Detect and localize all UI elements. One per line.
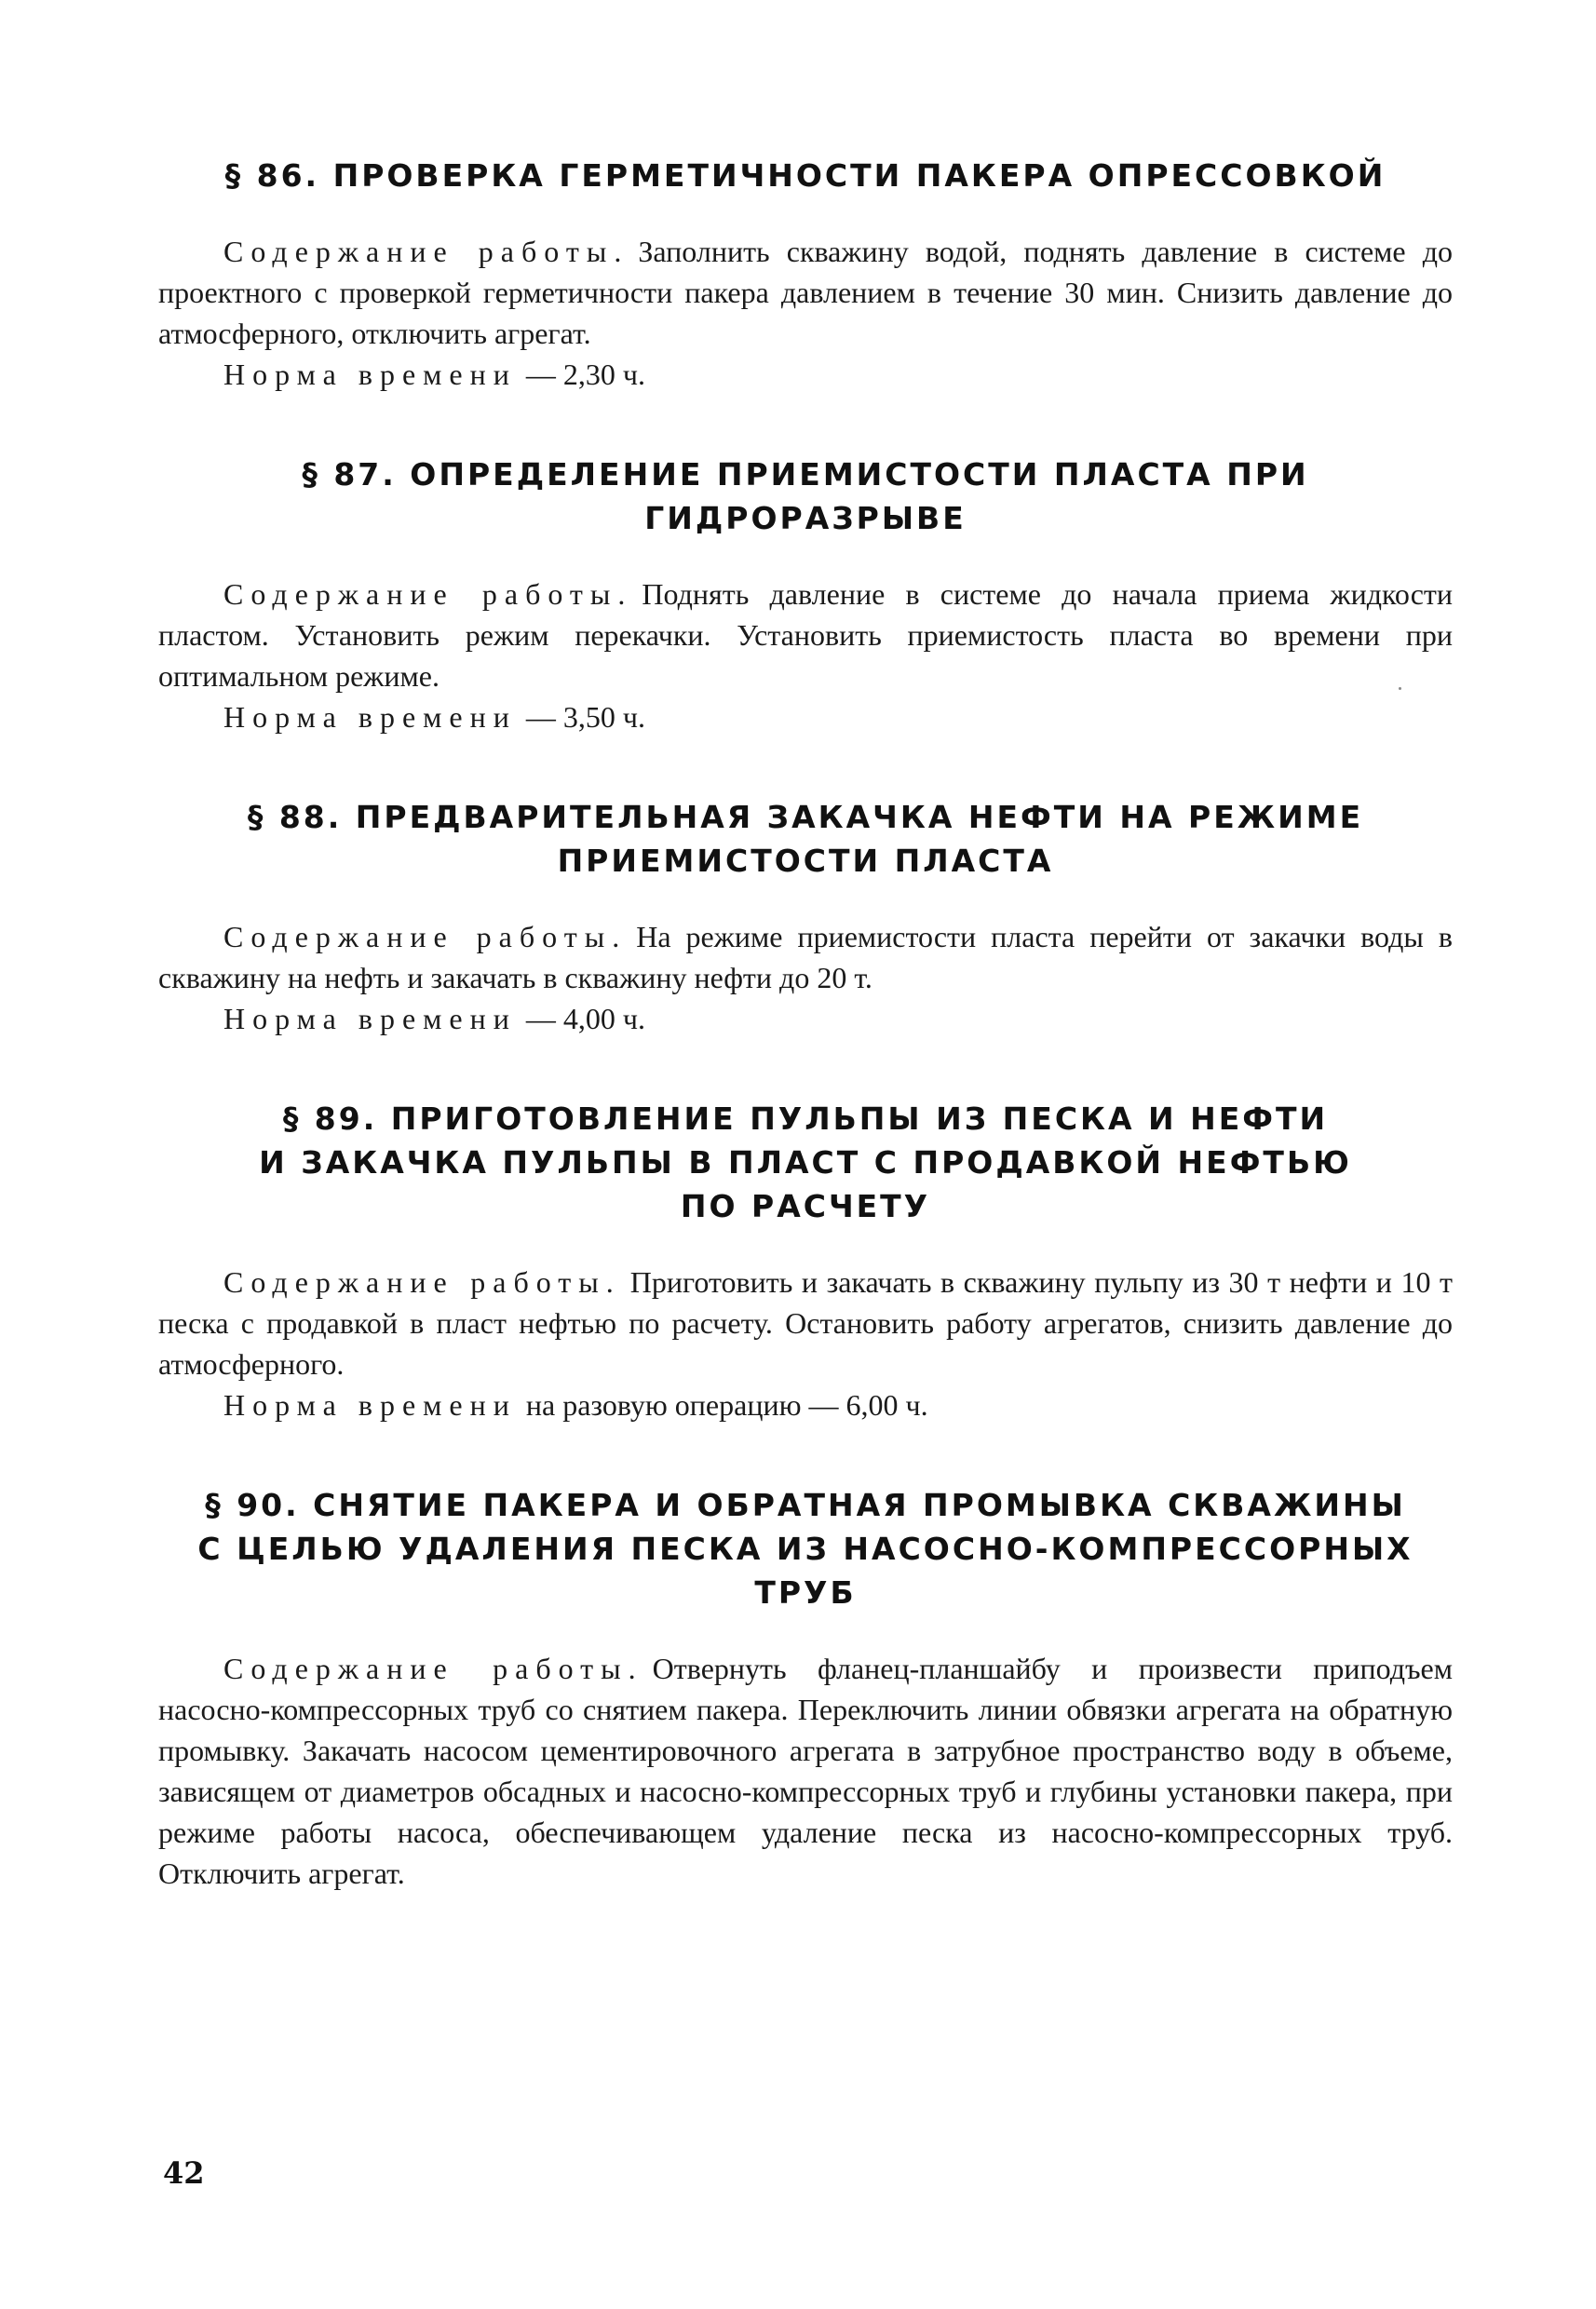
section-heading [158, 154, 1453, 197]
norm-value: на разовую операцию — 6,00 ч. [525, 1388, 928, 1422]
section-heading [158, 1483, 1453, 1614]
norm-label: Норма времени [223, 700, 517, 734]
content-text: Приготовить и закачать в скважину пульпу из 30 т нефти и 10 т песка с продавкой в пласт нефтью по расчету. Остановить работу агрегатов, снизить давление до атмосферного. [158, 1265, 1454, 1381]
heading-line: § 88. ПРЕДВАРИТЕЛЬНАЯ ЗАКАЧКА НЕФТИ НА РЕЖИМЕ [247, 799, 1364, 835]
scan-speck [1399, 687, 1401, 690]
section-heading [158, 452, 1453, 540]
content-paragraph [158, 231, 1453, 354]
content-paragraph [158, 916, 1453, 998]
content-label: Содержание работы. [223, 235, 629, 268]
section-90 [158, 1483, 1453, 1894]
section-heading [158, 795, 1453, 883]
content-label: Содержание работы. [223, 1265, 621, 1299]
content-label: Содержание работы. [223, 1652, 643, 1685]
norm-value: — 3,50 ч. [525, 700, 645, 734]
content-label: Содержание работы. [223, 920, 628, 953]
content-text: Отвернуть фланец-планшайбу и произвести приподъем насосно-компрессорных труб со снятием пакера. Переключить линии обвязки агрегата на обратную промывку. Закачать насосом цементировочного агрегата в затрубное пространство воду в объеме, зависящем от диаметров обсадных и насосно-компрессорных труб и глубины установки пакера, при режиме работы насоса, обеспечивающем удаление песка из насосно-компрессорных труб. Отключить агрегат. [158, 1652, 1454, 1890]
content-label: Содержание работы. [223, 577, 633, 611]
page-number: 42 [163, 2155, 205, 2191]
norm-value: — 4,00 ч. [525, 1002, 645, 1035]
document-page [158, 154, 1453, 1951]
content-paragraph [158, 574, 1453, 696]
heading-line: § 89. ПРИГОТОВЛЕНИЕ ПУЛЬПЫ ИЗ ПЕСКА И НЕФТИ [282, 1100, 1329, 1137]
heading-line: § 87. ОПРЕДЕЛЕНИЕ ПРИЕМИСТОСТИ ПЛАСТА ПРИ ГИДРОРАЗРЫВЕ [302, 456, 1309, 536]
section-86 [158, 154, 1453, 395]
section-88 [158, 795, 1453, 1039]
content-text: На режиме приемистости пласта перейти от закачки воды в скважину на нефть и закачать в скважину нефти до 20 т. [158, 920, 1454, 994]
time-norm [158, 1384, 1453, 1425]
time-norm [158, 998, 1453, 1039]
content-paragraph [158, 1648, 1453, 1894]
heading-line: ПО РАСЧЕТУ [680, 1188, 931, 1224]
section-87 [158, 452, 1453, 737]
norm-value: — 2,30 ч. [525, 358, 645, 391]
heading-line: ПРИЕМИСТОСТИ ПЛАСТА [557, 843, 1054, 879]
heading-line: С ЦЕЛЬЮ УДАЛЕНИЯ ПЕСКА ИЗ НАСОСНО-КОМПРЕССОРНЫХ ТРУБ [197, 1531, 1413, 1611]
section-89 [158, 1097, 1453, 1425]
heading-line: § 90. СНЯТИЕ ПАКЕРА И ОБРАТНАЯ ПРОМЫВКА СКВАЖИНЫ [205, 1487, 1406, 1523]
heading-line: И ЗАКАЧКА ПУЛЬПЫ В ПЛАСТ С ПРОДАВКОЙ НЕФТЬЮ [259, 1144, 1352, 1181]
section-heading [158, 1097, 1453, 1228]
norm-label: Норма времени [223, 358, 517, 391]
heading-line: § 86. ПРОВЕРКА ГЕРМЕТИЧНОСТИ ПАКЕРА ОПРЕССОВКОЙ [224, 157, 1386, 194]
time-norm [158, 354, 1453, 395]
content-text: Заполнить скважину водой, поднять давление в системе до проектного с проверкой герметичности пакера давлением в течение 30 мин. Снизить давление до атмосферного, отключить агрегат. [158, 235, 1454, 350]
norm-label: Норма времени [223, 1002, 517, 1035]
content-text: Поднять давление в системе до начала приема жидкости пластом. Установить режим перекачки. Установить приемистость пласта во времени при оптимальном режиме. [158, 577, 1453, 693]
norm-label: Норма времени [223, 1388, 517, 1422]
content-paragraph [158, 1262, 1453, 1384]
time-norm [158, 696, 1453, 737]
